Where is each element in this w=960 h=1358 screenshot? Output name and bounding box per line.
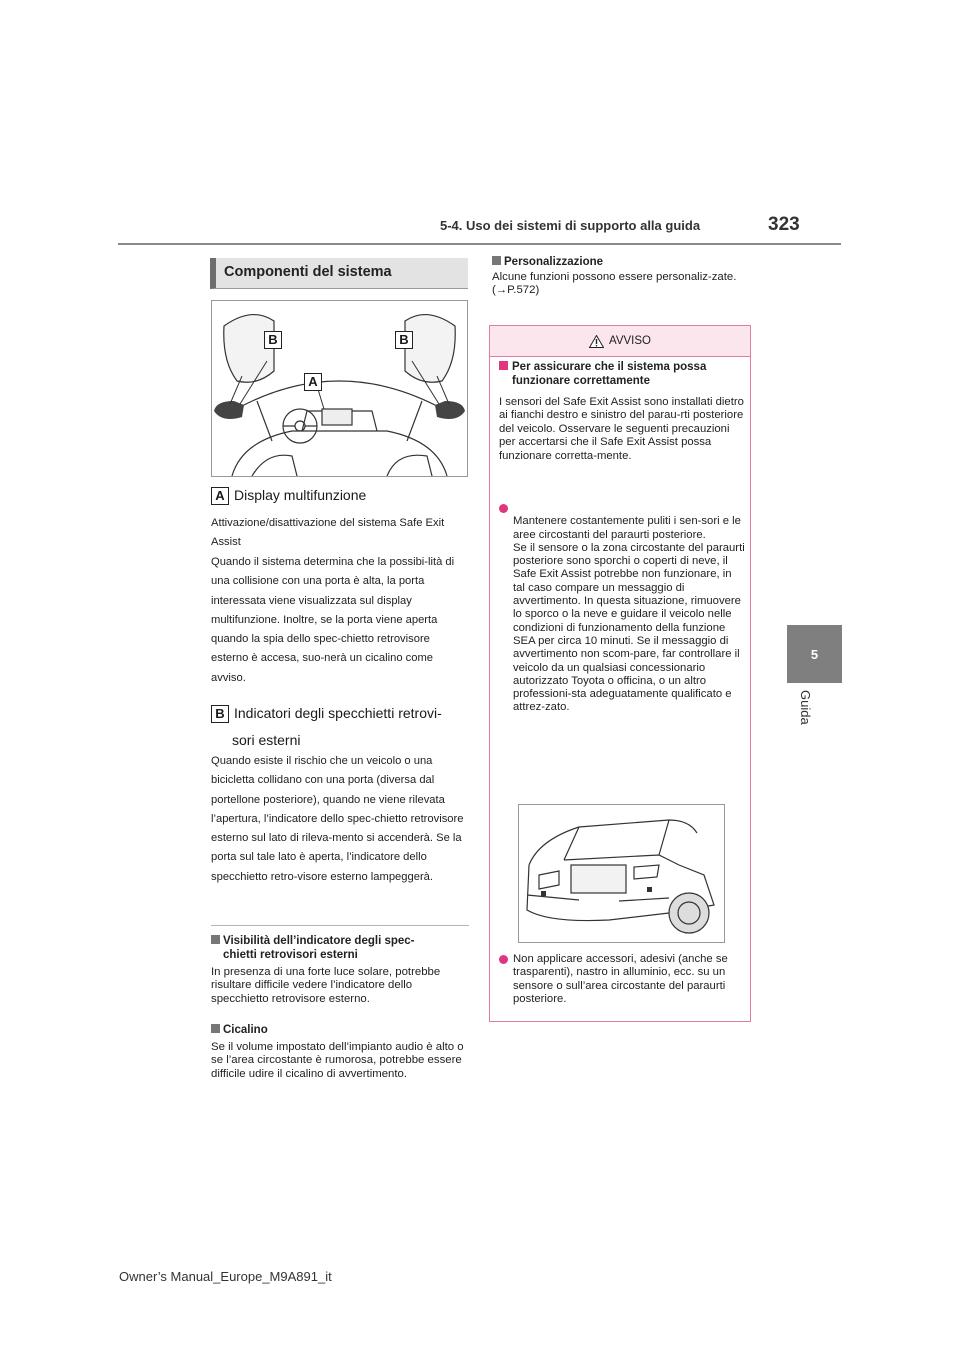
figure-callout-b-left: B	[264, 331, 282, 349]
item-b-heading	[211, 700, 442, 754]
item-b-label: B	[211, 705, 229, 723]
square-bullet-icon	[492, 256, 501, 265]
square-bullet-icon	[211, 935, 220, 944]
warning-box	[489, 325, 751, 1022]
round-bullet-icon	[499, 955, 508, 964]
dashboard-drawing	[212, 301, 467, 476]
item-a-heading	[211, 487, 366, 505]
rear-bumper-illustration	[518, 804, 725, 943]
chapter-number: 5	[810, 646, 819, 662]
note-customization-text: Alcune funzioni possono essere personaliz-zate. (→P.572)	[492, 271, 737, 297]
round-bullet-icon	[499, 504, 508, 513]
warning-title: AVVISO	[609, 335, 651, 347]
item-a-paragraph-2: Quando il sistema determina che la possibi-lità di una collisione con una porta è alta, la porta interessata viene visualizzata sul display multifunzione. Inoltre, se la porta viene aperta quando la spia dello spec-chietto retrovisore esterno è accesa, suo-nerà un cicalino come avviso.	[211, 556, 455, 684]
note-buzzer-heading: Cicalino	[211, 1024, 268, 1038]
page-footer: Owner’s Manual_Europe_M9A891_it	[119, 1269, 332, 1284]
item-a-title: Display multifunzione	[234, 487, 367, 503]
section-divider	[211, 925, 469, 926]
square-bullet-icon	[211, 1024, 220, 1033]
note-customization-heading: Personalizzazione	[492, 256, 603, 268]
section-heading: Componenti del sistema	[210, 258, 468, 289]
item-b-title-line2: sori esterni	[232, 732, 301, 748]
warning-bullet-2: Non applicare accessori, adesivi (anche se trasparenti), nastro in alluminio, ecc. su un sensore o sull’area circostante del paraurti posteriore.	[499, 953, 745, 1006]
warning-intro: I sensori del Safe Exit Assist sono installati dietro ai fianchi destro e sinistro del parau-rti posteriore del veicolo. Osservare le seguenti precauzioni per accertarsi che il Safe Exit Assist possa funzionare corretta-mente.	[499, 396, 744, 462]
note-visibility-heading: Visibilità dell’indicatore degli spec- chietti retrovisori esterni	[211, 935, 415, 962]
header-divider	[118, 243, 841, 245]
item-b-paragraph: Quando esiste il rischio che un veicolo o una bicicletta collidano con una porta (diversa dal portellone posteriore), quando ne viene rilevata l’apertura, l’indicatore dello spec-chietto retrovisore esterno sul lato di rileva-mento si accenderà. Se la porta sul tale lato è aperta, l’indicatore dello specchietto retro-visore esterno lampeggerà.	[211, 755, 464, 883]
square-bullet-icon	[499, 361, 508, 370]
chapter-tab-label: Guida	[798, 690, 813, 725]
rear-car-drawing	[519, 805, 724, 942]
chapter-tab	[787, 625, 842, 683]
running-header-title: 5-4. Uso dei sistemi di supporto alla guida	[440, 218, 701, 233]
figure-callout-a: A	[304, 373, 322, 391]
note-buzzer-text: Se il volume impostato dell’impianto audio è alto o se l’area circostante è rumorosa, potrebbe essere difficile udire il cicalino di avvertimento.	[211, 1041, 464, 1080]
dashboard-illustration	[211, 300, 468, 477]
item-b-title-line1: Indicatori degli specchietti retrovi-	[234, 705, 442, 721]
item-a-paragraph-1: Attivazione/disattivazione del sistema Safe Exit Assist	[211, 517, 445, 549]
item-a-label: A	[211, 487, 229, 505]
warning-subheading: Per assicurare che il sistema possa funzionare correttamente	[499, 361, 744, 388]
note-visibility-text: In presenza di una forte luce solare, potrebbe risultare difficile vedere l’indicatore dello specchietto retrovisore esterno.	[211, 966, 441, 1005]
warning-header	[490, 326, 750, 357]
page-number: 323	[768, 214, 800, 235]
warning-triangle-icon	[589, 335, 604, 348]
figure-callout-b-right: B	[395, 331, 413, 349]
warning-bullet-1: Mantenere costantemente puliti i sen-sori e le aree circostanti del paraurti posteriore. Se il sensore o la zona circostante del paraurti posteriore sono sporchi o coperti di neve, il Safe Exit Assist potrebbe non funzionare, in tal caso compare un messaggio di avvertimento. In questa situazione, rimuovere lo sporco o la neve e guidare il veicolo nelle condizioni di funzionamento della funzione SEA per circa 10 minuti. Se il messaggio di avvertimento non scom-pare, far controllare il veicolo da un qualsiasi concessionario autorizzato Toyota o officina, o un altro professioni-sta adeguatamente qualificato e attrez-zato.	[499, 502, 745, 715]
